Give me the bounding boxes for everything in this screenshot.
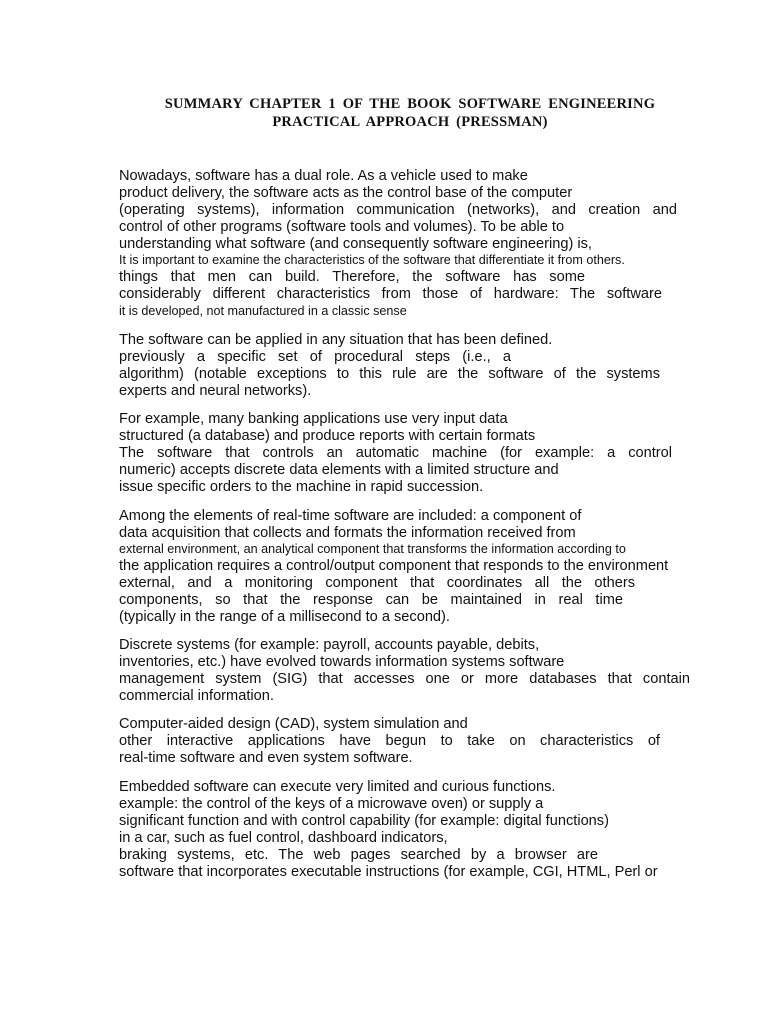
body-text-line: understanding what software (and consequently software engineering) is, — [119, 236, 592, 252]
body-text-line: external, and a monitoring component that coordinates all the others — [119, 575, 635, 591]
body-text-line: braking systems, etc. The web pages searched by a browser are — [119, 847, 598, 863]
body-text-line: it is developed, not manufactured in a classic sense — [119, 304, 407, 318]
body-text-line: product delivery, the software acts as the control base of the computer — [119, 185, 573, 201]
body-text-line: management system (SIG) that accesses one or more databases that contain — [119, 671, 690, 687]
body-text-line: components, so that the response can be maintained in real time — [119, 592, 623, 608]
body-text-line: algorithm) (notable exceptions to this rule are the software of the systems — [119, 366, 660, 382]
body-text-line: It is important to examine the characteristics of the software that differentiate it from others. — [119, 253, 625, 267]
body-text-line: issue specific orders to the machine in rapid succession. — [119, 479, 484, 495]
body-text-line: For example, many banking applications use very input data — [119, 411, 508, 427]
body-text-line: Discrete systems (for example: payroll, accounts payable, debits, — [119, 637, 540, 653]
body-text-line: Among the elements of real-time software are included: a component of — [119, 508, 582, 524]
body-text-line: numeric) accepts discrete data elements with a limited structure and — [119, 462, 559, 478]
title-line: SUMMARY CHAPTER 1 OF THE BOOK SOFTWARE ENGINEERING — [164, 96, 656, 112]
body-text-line: other interactive applications have begun to take on characteristics of — [119, 733, 660, 749]
body-text-line: inventories, etc.) have evolved towards information systems software — [119, 654, 565, 670]
body-text-line: example: the control of the keys of a microwave oven) or supply a — [119, 796, 544, 812]
body-text-line: in a car, such as fuel control, dashboard indicators, — [119, 830, 448, 846]
title-line: PRACTICAL APPROACH (PRESSMAN) — [272, 114, 548, 130]
body-text-line: considerably different characteristics from those of hardware: The software — [119, 286, 662, 302]
body-text-line: commercial information. — [119, 688, 274, 704]
body-text-line: control of other programs (software tools and volumes). To be able to — [119, 219, 565, 235]
body-text-line: software that incorporates executable instructions (for example, CGI, HTML, Perl or — [119, 864, 658, 880]
body-text-line: significant function and with control capability (for example: digital functions) — [119, 813, 609, 829]
body-text-line: Computer-aided design (CAD), system simulation and — [119, 716, 468, 732]
body-text-line: (typically in the range of a millisecond to a second). — [119, 609, 450, 625]
body-text-line: The software that controls an automatic machine (for example: a control — [119, 445, 672, 461]
body-text-line: Embedded software can execute very limited and curious functions. — [119, 779, 556, 795]
body-text-line: Nowadays, software has a dual role. As a vehicle used to make — [119, 168, 528, 184]
body-text-line: real-time software and even system software. — [119, 750, 413, 766]
document-title — [110, 95, 710, 131]
body-text-line: experts and neural networks). — [119, 383, 312, 399]
body-text-line: things that men can build. Therefore, the software has some — [119, 269, 585, 285]
body-text-line: (operating systems), information communication (networks), and creation and — [119, 202, 677, 218]
body-text-line: The software can be applied in any situation that has been defined. — [119, 332, 553, 348]
body-text-line: external environment, an analytical component that transforms the information according to — [119, 542, 626, 556]
body-text-line: previously a specific set of procedural steps (i.e., a — [119, 349, 511, 365]
body-text-line: the application requires a control/output component that responds to the environment — [119, 558, 669, 574]
body-text-line: data acquisition that collects and formats the information received from — [119, 525, 576, 541]
body-text-line: structured (a database) and produce reports with certain formats — [119, 428, 536, 444]
